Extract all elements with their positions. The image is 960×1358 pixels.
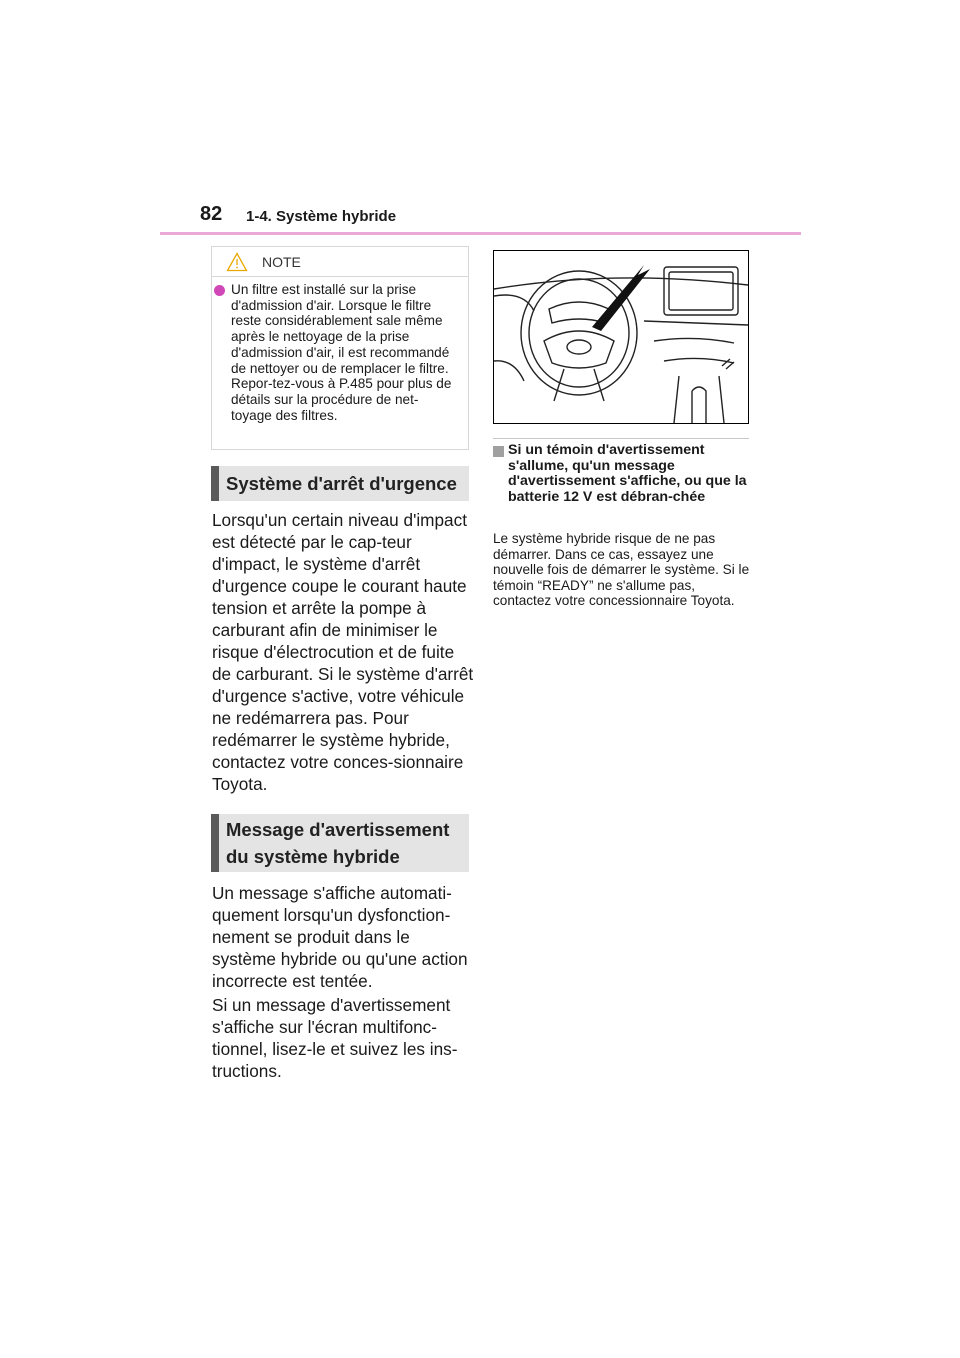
lower-panel [664, 358, 734, 363]
subheading-text: Si un témoin d'avertissement s'allume, qu'un message d'avertissement s'affiche, ou que la batterie 12 V est débran-chée [508, 442, 747, 505]
right-column-text: Le système hybride risque de ne pas démarrer. Dans ce cas, essayez une nouvelle fois de démarrer le système. Si le témoin “READY” ne s'allume pas, contactez votre concessionnaire Toyota. [493, 531, 750, 609]
multimedia-screen [669, 272, 733, 310]
emergency-section-title: Système d'arrêt d'urgence [211, 466, 469, 501]
subheading [493, 443, 755, 505]
page-number: 82 [200, 203, 223, 225]
dashboard-illustration [493, 250, 749, 424]
shifter-tunnel [674, 376, 724, 423]
center-console-line [644, 321, 748, 325]
note-box [211, 246, 469, 450]
dashboard-drawing [494, 251, 748, 423]
header-rule [160, 232, 801, 235]
dashboard-top-line [494, 278, 748, 289]
emergency-text: Lorsqu'un certain niveau d'impact est détecté par le cap-teur d'impact, le système d'arrêt d'urgence coupe le courant haute tension et arrête la pompe à carburant afin de minimiser le risque d'électrocution et de fuite de carburant. Si le système d'arrêt d'urgence s'active, votre véhicule ne redémarrera pas. Pour redémarrer le système hybride, contactez votre conces-sionnaire Toyota. [212, 510, 474, 794]
warning-triangle-icon [226, 252, 248, 272]
section-header: 1-4. Système hybride [246, 208, 397, 225]
pink-dot-bullet [214, 285, 225, 296]
multimedia-screen-frame [664, 267, 738, 315]
steering-column [554, 369, 604, 401]
note-header [212, 247, 468, 277]
note-body [212, 277, 468, 423]
steering-wheel-hub [544, 331, 614, 368]
illustration-divider [493, 438, 749, 439]
steering-wheel-inner [529, 279, 629, 387]
gray-square-marker [493, 446, 504, 457]
note-title: NOTE [262, 253, 301, 270]
warning-message-paragraph-1: Un message s'affiche automati-quement lorsqu'un dysfonction-nement se produit dans le système hybride ou qu'une action incorrecte est tentée. [212, 883, 468, 991]
steering-wheel-rim [521, 271, 637, 395]
toyota-emblem [567, 340, 591, 354]
warning-message-section-title: Message d'avertissement du système hybride [211, 814, 469, 872]
warning-message-paragraph-2: Si un message d'avertissement s'affiche sur l'écran multifonc-tionnel, lisez-le et suivez les ins-tructions. [212, 995, 458, 1081]
shift-lever [692, 387, 706, 423]
left-door-panel [494, 361, 524, 381]
note-text: Un filtre est installé sur la prise d'admission d'air. Lorsque le filtre reste considérablement sale même après le nettoyage de la prise d'admission d'air, il est recommandé de nettoyer ou de remplacer le filtre. Repor-tez-vous à P.485 pour plus de détails sur la procédure de net-toyage des filtres. [231, 282, 452, 423]
climate-panel [654, 338, 734, 343]
